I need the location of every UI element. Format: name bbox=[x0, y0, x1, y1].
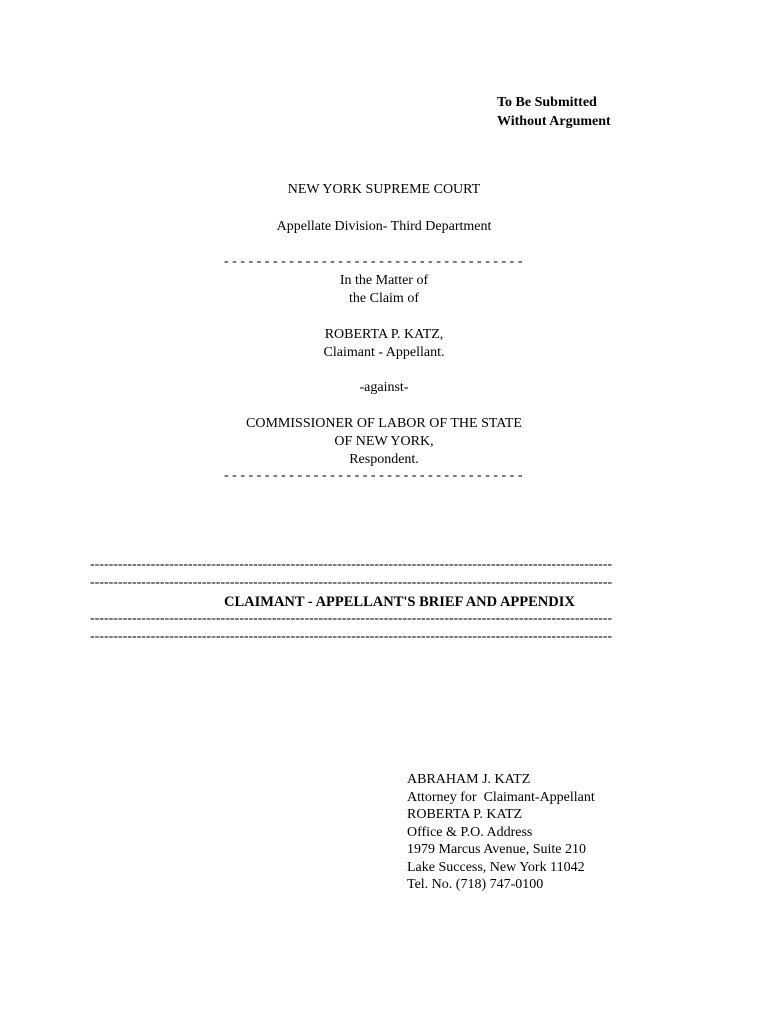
attorney-role: Attorney for Claimant-Appellant bbox=[407, 789, 595, 805]
attorney-office-label: Office & P.O. Address bbox=[407, 824, 533, 840]
title-rule-3: ---------------------------------------------------------------------------------------------------------------- bbox=[90, 612, 613, 626]
caption-top-separator: - - - - - - - - - - - - - - - - - - - - - - - - - - - - - - - - - - - - - bbox=[224, 255, 523, 269]
court-name-block bbox=[0, 181, 768, 199]
attorney-name: ABRAHAM J. KATZ bbox=[407, 772, 531, 787]
submission-line-1: To Be Submitted bbox=[497, 95, 597, 110]
attorney-client: ROBERTA P. KATZ bbox=[407, 807, 523, 822]
court-division-block bbox=[0, 218, 768, 236]
court-division: Appellate Division- Third Department bbox=[276, 219, 492, 234]
attorney-city: Lake Success, New York 11042 bbox=[407, 859, 585, 875]
matter-block bbox=[0, 272, 768, 308]
attorney-block bbox=[407, 771, 595, 894]
respondent-line-1: COMMISSIONER OF LABOR OF THE STATE bbox=[246, 416, 522, 431]
title-rule-1: ---------------------------------------------------------------------------------------------------------------- bbox=[90, 558, 613, 572]
against-block bbox=[0, 379, 768, 397]
brief-title: CLAIMANT - APPELLANT'S BRIEF AND APPENDIX bbox=[224, 594, 575, 610]
title-rule-2: ---------------------------------------------------------------------------------------------------------------- bbox=[90, 576, 613, 590]
submission-note bbox=[497, 93, 611, 131]
attorney-phone: Tel. No. (718) 747-0100 bbox=[407, 877, 544, 892]
caption-bottom-separator: - - - - - - - - - - - - - - - - - - - - - - - - - - - - - - - - - - - - - bbox=[224, 469, 523, 483]
against-text: -against- bbox=[359, 380, 409, 395]
claimant-block bbox=[0, 326, 768, 362]
attorney-street: 1979 Marcus Avenue, Suite 210 bbox=[407, 842, 586, 857]
submission-line-2: Without Argument bbox=[497, 114, 611, 129]
respondent-block bbox=[0, 415, 768, 469]
matter-line-2: the Claim of bbox=[349, 291, 419, 306]
respondent-line-2: OF NEW YORK, bbox=[334, 434, 434, 449]
matter-line-1: In the Matter of bbox=[339, 273, 429, 288]
claimant-name: ROBERTA P. KATZ, bbox=[324, 327, 444, 342]
claimant-role: Claimant - Appellant. bbox=[323, 345, 445, 360]
title-rule-4: ---------------------------------------------------------------------------------------------------------------- bbox=[90, 630, 613, 644]
court-name: NEW YORK SUPREME COURT bbox=[287, 182, 481, 197]
respondent-role: Respondent. bbox=[349, 452, 419, 467]
